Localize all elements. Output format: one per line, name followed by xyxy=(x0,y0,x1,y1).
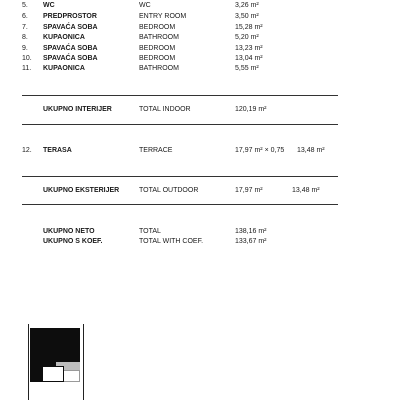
room-name-english: TERRACE xyxy=(139,147,173,154)
room-area: 5,55 m² xyxy=(235,65,259,72)
room-area: 15,28 m² xyxy=(235,24,263,31)
total-indoor-label-english: TOTAL INDOOR xyxy=(139,106,191,113)
floor-plan-key-graphic xyxy=(22,318,86,400)
divider xyxy=(22,124,338,125)
room-number: 11. xyxy=(22,65,32,72)
room-name-local: PREDPROSTOR xyxy=(43,13,97,20)
room-number: 10. xyxy=(22,55,32,62)
room-name-local: SPAVAĆA SOBA xyxy=(43,55,98,62)
room-number: 8. xyxy=(22,34,28,41)
key-unit-inner xyxy=(63,370,80,382)
room-name-english: BEDROOM xyxy=(139,24,176,31)
room-name-english: WC xyxy=(139,2,151,9)
total-outdoor-label: UKUPNO EKSTERIJER xyxy=(43,187,120,194)
total-indoor-area: 120,19 m² xyxy=(235,106,267,113)
room-area: 3,26 m² xyxy=(235,2,259,9)
total-outdoor-area: 17,97 m² xyxy=(235,187,263,194)
divider xyxy=(22,95,338,96)
room-area: 13,23 m² xyxy=(235,45,263,52)
key-cutout xyxy=(42,366,64,382)
room-number: 12. xyxy=(22,147,32,154)
terrace-area-formula: 17,97 m² × 0,75 xyxy=(235,147,285,154)
terrace-coef-area: 13,48 m² xyxy=(297,147,325,154)
divider xyxy=(22,204,338,205)
room-name-english: ENTRY ROOM xyxy=(139,13,187,20)
room-number: 7. xyxy=(22,24,28,31)
total-indoor-label: UKUPNO INTERIJER xyxy=(43,106,112,113)
room-number: 6. xyxy=(22,13,28,20)
room-name-local: SPAVAĆA SOBA xyxy=(43,45,98,52)
room-area: 13,04 m² xyxy=(235,55,263,62)
room-number: 5. xyxy=(22,2,28,9)
room-name-local: WC xyxy=(43,2,55,9)
total-coef-area: 133,67 m² xyxy=(235,238,267,245)
total-net-label: UKUPNO NETO xyxy=(43,228,95,235)
total-outdoor-coef-area: 13,48 m² xyxy=(292,187,320,194)
room-name-english: BEDROOM xyxy=(139,55,176,62)
room-area: 3,50 m² xyxy=(235,13,259,20)
total-outdoor-label-english: TOTAL OUTDOOR xyxy=(139,187,199,194)
room-name-local: SPAVAĆA SOBA xyxy=(43,24,98,31)
room-name-english: BEDROOM xyxy=(139,45,176,52)
room-name-local: TERASA xyxy=(43,147,72,154)
room-area: 5,20 m² xyxy=(235,34,259,41)
total-net-area: 138,16 m² xyxy=(235,228,267,235)
room-number: 9. xyxy=(22,45,28,52)
room-name-local: KUPAONICA xyxy=(43,34,85,41)
room-name-english: BATHROOM xyxy=(139,65,179,72)
room-name-english: BATHROOM xyxy=(139,34,179,41)
total-coef-label-english: TOTAL WITH COEF. xyxy=(139,238,204,245)
room-name-local: KUPAONICA xyxy=(43,65,85,72)
total-coef-label: UKUPNO S KOEF. xyxy=(43,238,103,245)
total-net-label-english: TOTAL xyxy=(139,228,161,235)
divider xyxy=(22,176,338,177)
